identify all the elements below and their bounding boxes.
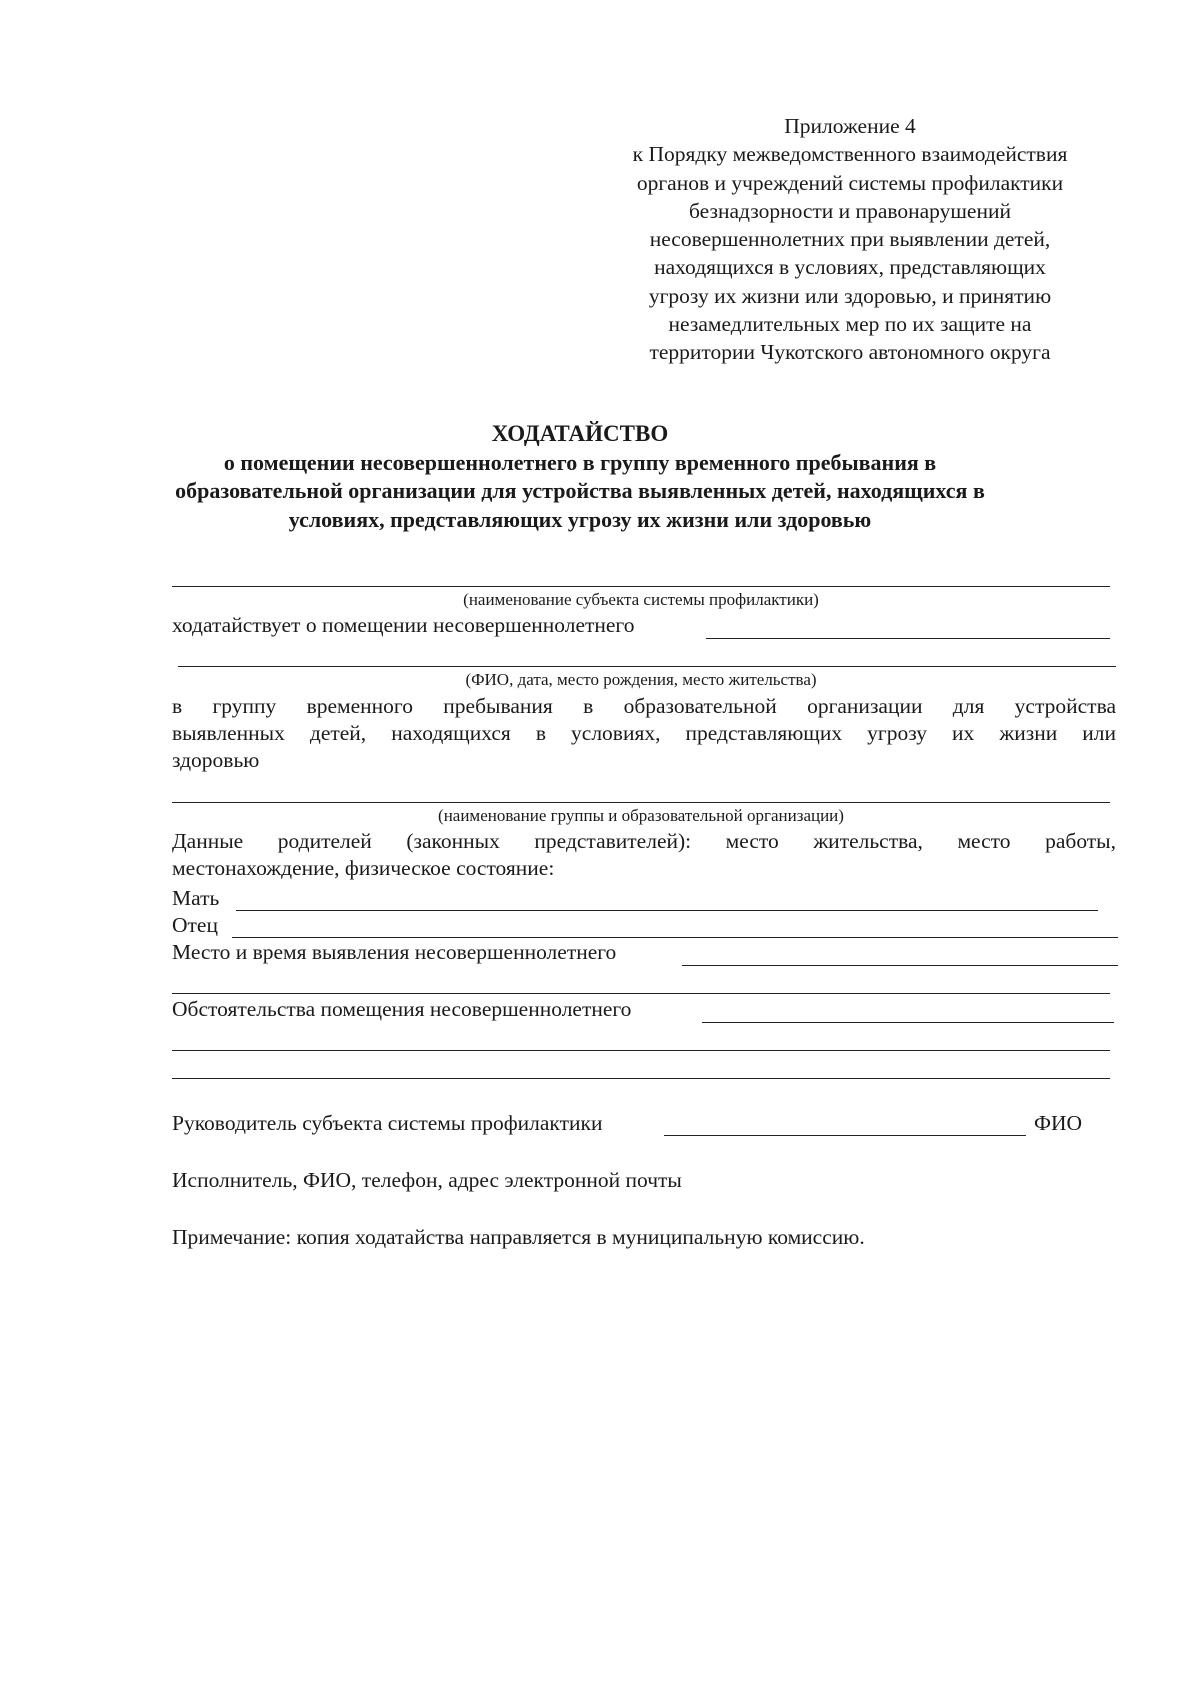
group-field-line[interactable] [172,802,1110,803]
appendix-line: территории Чукотского автономного округа [649,340,1051,365]
appendix-header [600,112,1100,367]
circumstances-field-line-2[interactable] [172,1050,1110,1051]
appendix-line: несовершеннолетних при выявлении детей, [649,227,1051,252]
fio-field-line[interactable] [178,666,1116,667]
title-main: ХОДАТАЙСТВО [491,421,669,446]
group-paragraph-line: выявленных детей, находящихся в условиях, представляющих угрозу их жизни или [172,721,1116,745]
place-time-field-line-2[interactable] [172,993,1110,994]
group-paragraph-line: в группу временного пребывания в образовательной организации для устройства [172,694,1116,718]
father-field-line[interactable] [232,937,1118,938]
parents-paragraph [172,828,1116,882]
minor-field-line[interactable] [706,638,1110,639]
circumstances-label: Обстоятельства помещения несовершеннолетнего [172,997,632,1021]
father-label: Отец [172,913,218,937]
appendix-line: безнадзорности и правонарушений [689,198,1011,223]
group-paragraph-line: здоровью [172,748,260,772]
appendix-line: незамедлительных мер по их защите на [668,312,1032,337]
group-paragraph [172,693,1116,774]
place-time-field-line[interactable] [682,965,1118,966]
circumstances-field-line[interactable] [702,1022,1114,1023]
mother-field-line[interactable] [236,910,1098,911]
title-sub-line: образовательной организации для устройства выявленных детей, находящихся в [175,478,985,503]
document-title [140,420,1020,534]
subject-name-field-line[interactable] [172,586,1110,587]
head-signature-line[interactable] [664,1135,1026,1136]
head-label: Руководитель субъекта системы профилактики [172,1111,603,1135]
note-line: Примечание: копия ходатайства направляется в муниципальную комиссию. [172,1225,865,1249]
title-sub-line: о помещении несовершеннолетнего в группу временного пребывания в [223,449,937,475]
appendix-line: к Порядку межведомственного взаимодействия [632,142,1068,167]
appendix-line: Приложение 4 [784,114,916,138]
caption-group: (наименование группы и образовательной организации) [438,806,844,825]
mother-label: Мать [172,886,220,910]
circumstances-field-line-3[interactable] [172,1078,1110,1079]
caption-fio: (ФИО, дата, место рождения, место жительства) [465,670,817,689]
executor-line: Исполнитель, ФИО, телефон, адрес электронной почты [172,1168,682,1192]
appendix-line: находящихся в условиях, представляющих [654,255,1046,280]
head-fio: ФИО [1034,1111,1083,1135]
parents-paragraph-line: местонахождение, физическое состояние: [172,856,555,880]
parents-paragraph-line: Данные родителей (законных представителей): место жительства, место работы, [172,829,1116,853]
petition-text: ходатайствует о помещении несовершеннолетнего [172,613,635,637]
caption-subject: (наименование субъекта системы профилактики) [463,590,819,609]
place-time-label: Место и время выявления несовершеннолетнего [172,940,617,964]
title-sub-line: условиях, представляющих угрозу их жизни или здоровью [288,506,872,532]
appendix-line: органов и учреждений системы профилактики [636,170,1064,195]
appendix-line: угрозу их жизни или здоровью, и принятию [648,283,1052,308]
